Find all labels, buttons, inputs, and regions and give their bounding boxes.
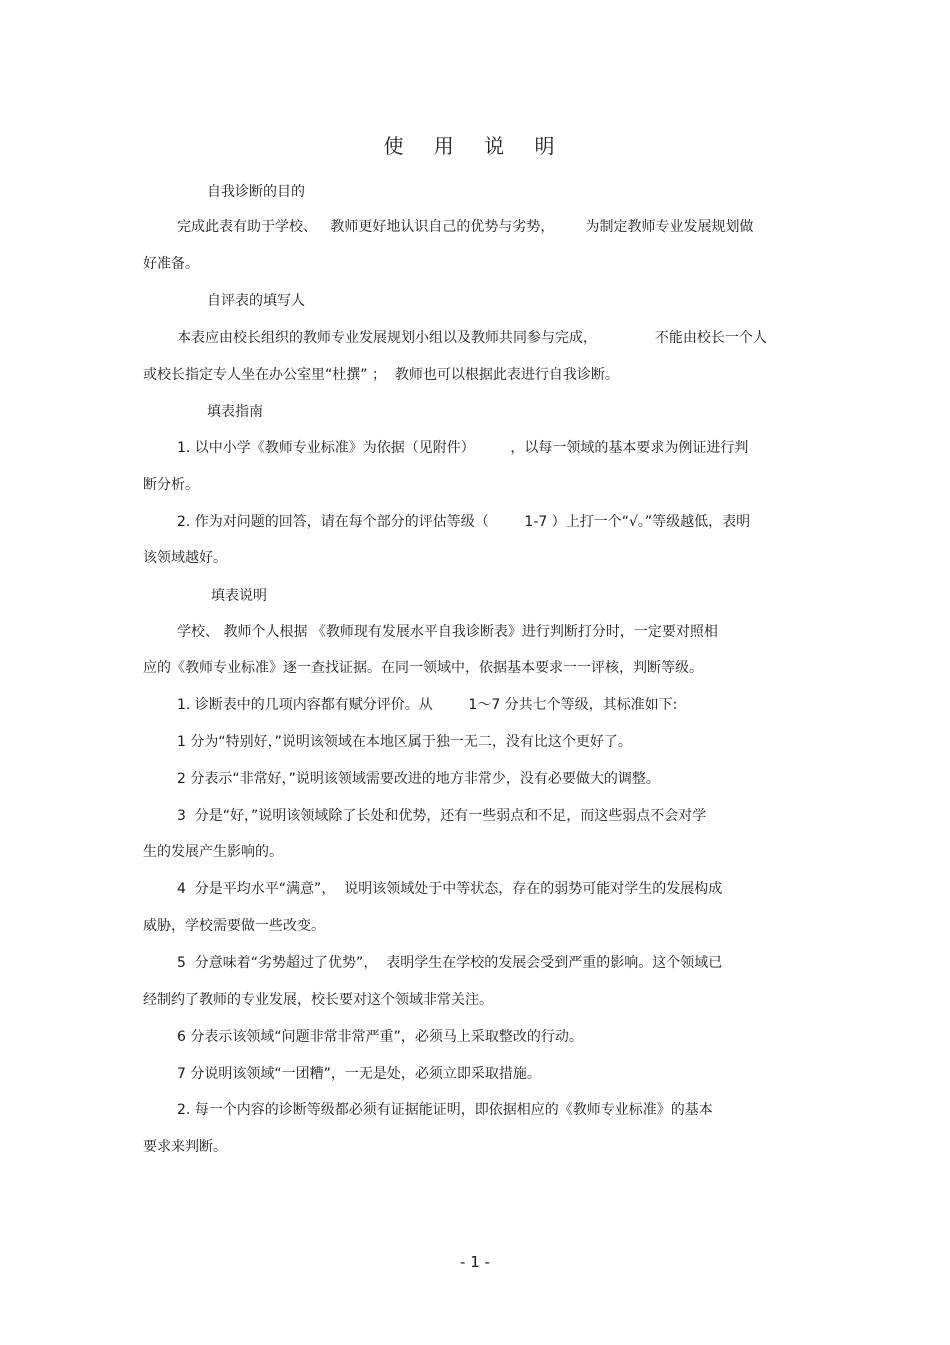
notes-heading: 填表说明: [211, 588, 267, 604]
note-2-line-2: 要求来判断。: [143, 1139, 227, 1155]
purpose-line-1: 完成此表有助于学校、 教师更好地认识自己的优势与劣势， 为制定教师专业发展规划做: [177, 219, 754, 235]
filler-heading: 自评表的填写人: [207, 293, 305, 309]
guide-heading: 填表指南: [207, 404, 263, 420]
purpose-heading: 自我诊断的目的: [207, 184, 305, 200]
score-3-line-1: 3 分是“好，”说明该领域除了长处和优势，还有一些弱点和不足，而这些弱点不会对学: [177, 808, 707, 824]
note-2-line-1: 2. 每一个内容的诊断等级都必须有证据能证明，即依据相应的《教师专业标准》的基本: [177, 1102, 713, 1118]
score-4-line-1: 4 分是平均水平“满意”， 说明该领域处于中等状态，存在的弱势可能对学生的发展构成: [177, 881, 723, 897]
score-1: 1 分为“特别好，”说明该领域在本地区属于独一无二，没有比这个更好了。: [177, 734, 632, 750]
guide-1-line-2: 断分析。: [143, 477, 199, 493]
guide-2-line-1: 2. 作为对问题的回答，请在每个部分的评估等级（ 1-7 ）上打一个“√。”等级越低，表明: [177, 514, 751, 530]
purpose-line-2: 好准备。: [143, 256, 199, 272]
score-5-line-1: 5 分意味着“劣势超过了优势”， 表明学生在学校的发展会受到严重的影响。这个领域已: [177, 955, 723, 971]
notes-line-2: 应的《教师专业标准》逐一查找证据。在同一领域中，依据基本要求一一评核，判断等级。: [143, 660, 703, 676]
notes-line-1: 学校、 教师个人根据 《教师现有发展水平自我诊断表》进行判断打分时，一定要对照相: [177, 624, 718, 640]
score-2: 2 分表示“非常好，”说明该领域需要改进的地方非常少，没有必要做大的调整。: [177, 771, 660, 787]
guide-1-line-1: 1. 以中小学《教师专业标准》为依据（见附件） ，以每一领域的基本要求为例证进行判: [177, 440, 749, 456]
score-7: 7 分说明该领域“一团糟”，一无是处，必须立即采取措施。: [177, 1066, 541, 1082]
score-4-line-2: 威胁，学校需要做一些改变。: [143, 918, 325, 934]
note-1: 1. 诊断表中的几项内容都有赋分评价。从 1～7 分共七个等级，其标准如下:: [177, 697, 678, 713]
guide-2-line-2: 该领域越好。: [143, 550, 227, 566]
score-3-line-2: 生的发展产生影响的。: [143, 844, 283, 860]
filler-line-2: 或校长指定专人坐在办公室里“杜撰” ； 教师也可以根据此表进行自我诊断。: [143, 367, 619, 383]
score-5-line-2: 经制约了教师的专业发展，校长要对这个领域非常关注。: [143, 992, 493, 1008]
score-6: 6 分表示该领域“问题非常非常严重”，必须马上采取整改的行动。: [177, 1029, 583, 1045]
page-title: 使 用 说 明: [383, 134, 567, 158]
filler-line-1: 本表应由校长组织的教师专业发展规划小组以及教师共同参与完成， 不能由校长一个人: [177, 330, 767, 346]
page-number: - 1 -: [460, 1253, 490, 1271]
